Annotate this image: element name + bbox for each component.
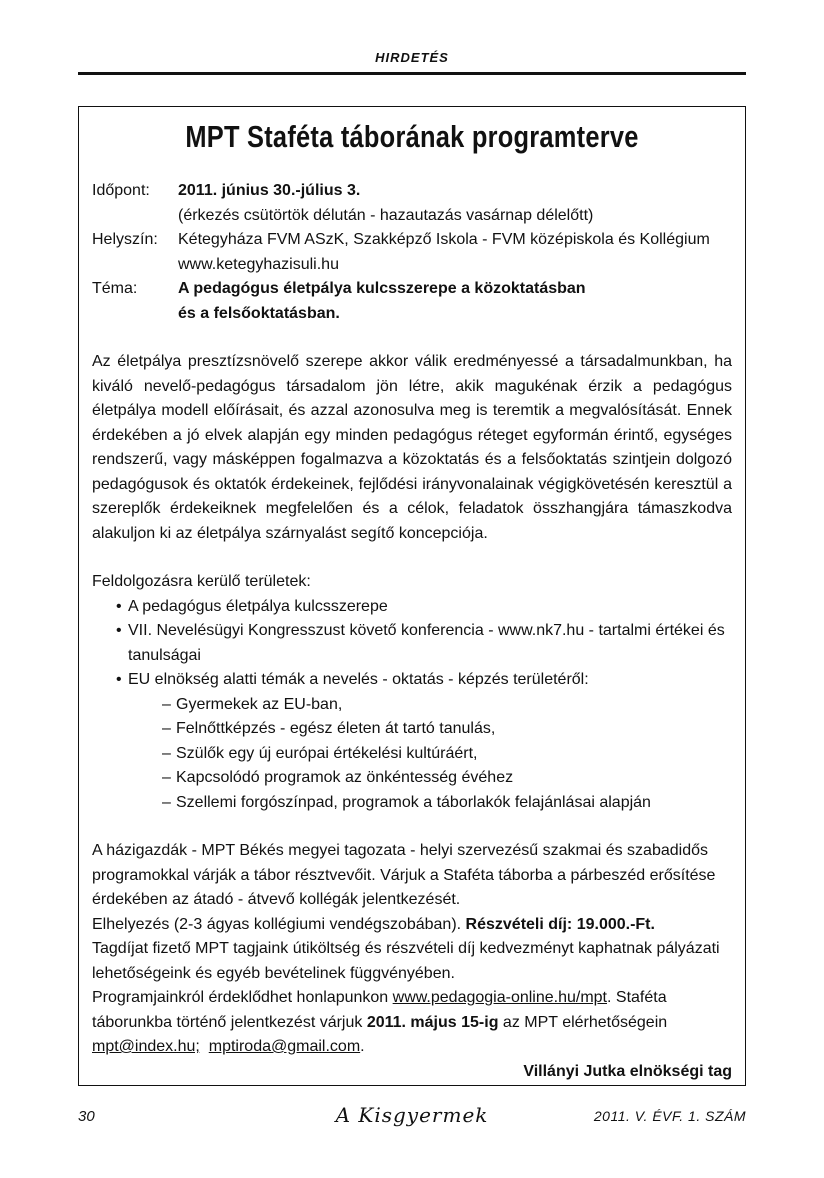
hosts-paragraph: A házigazdák - MPT Békés megyei tagozata - helyi szervezésű szakmai és szabadidős programokkal várják a tábor résztvevőit. Várjuk a Staféta táborba a párbeszéd erősítése érdekében az átadó - átvevő kollégák jelentkezését. (92, 842, 716, 908)
closing-section (92, 839, 732, 1084)
accommodation-line: Elhelyezés (2-3 ágyas kollégiumi vendégszobában). Részvételi díj: 19.000.-Ft. (92, 915, 655, 933)
participation-fee: Részvételi díj: 19.000.-Ft. (465, 915, 655, 933)
topic-row (92, 277, 732, 326)
website-link[interactable]: www.pedagogia-online.hu/mpt (392, 989, 607, 1006)
ad-title: MPT Staféta táborának programterve (185, 119, 639, 154)
date-value: 2011. június 30.-július 3. (178, 182, 361, 199)
topic-line-2: és a felsőoktatásban. (178, 304, 340, 322)
list-item: • VII. Nevelésügyi Kongresszust követő konferencia - www.nk7.hu - tartalmi értékei és tanulságai (128, 619, 732, 668)
contact-paragraph: Programjainkról érdeklődhet honlapunkon www.pedagogia-online.hu/mpt. Staféta táborunkba történő jelentkezést várjuk 2011. május 15-ig az MPT elérhetőségein mpt@index.hu; mptiroda@gmail.com. (92, 989, 668, 1055)
page-number: 30 (78, 1108, 95, 1125)
list-item: • EU elnökség alatti témák a nevelés - oktatás - képzés területéről: – Gyermekek az EU-ban, – Felnőttképzés - egész életen át tartó tanulás, – Szülők egy új európai értékelési kultúráért, – Kapcsolódó programok az önkéntesség évéhez – Szellemi forgószínpad, programok a táborlakók felajánlásai alapján (128, 668, 732, 815)
signature: Villányi Jutka elnökségi tag (523, 1062, 732, 1080)
discount-paragraph: Tagdíjat fizető MPT tagjaink útiköltség és részvételi díj kedvezményt kaphatnak pályázati lehetőségeink és egyéb bevételinek függvényében. (92, 940, 720, 982)
sublist-item: – Gyermekek az EU-ban, (176, 693, 732, 718)
location-value: Kétegyháza FVM ASzK, Szakképző Iskola - FVM középiskola és Kollégium (178, 231, 710, 248)
location-row (92, 228, 732, 277)
topics-list (92, 595, 732, 816)
location-website[interactable]: www.ketegyhazisuli.hu (178, 255, 339, 273)
deadline: 2011. május 15-ig (366, 1013, 499, 1031)
date-note: (érkezés csütörtök délután - hazautazás vasárnap délelőtt) (178, 206, 594, 224)
event-details (92, 179, 732, 326)
sublist-item: – Felnőttképzés - egész életen át tartó tanulás, (176, 717, 732, 742)
topics-section (92, 570, 732, 815)
intro-paragraph: Az életpálya presztízsnövelő szerepe akkor válik eredményessé a társadalmunkban, ha kiváló nevelő-pedagógus társadalom jön létre, akik magukénak érzik a pedagógus életpálya modell előírásait, és azzal azonosulva meg is teremtik a megvalósítását. Ennek érdekében a jó elvek alapján egy minden pedagógus réteget egyformán érintő, egységes rendszerű, vagy másképpen fogalmazva a közoktatás és a felsőoktatás szintjein dolgozó pedagógusok és oktatók érdekeinek, fejlődési irányvonalainak végigkövetésén keresztül a szereplők érdekeiknek megfelelően és a célok, feladatok összhangjára támaszkodva alakuljon ki az életpálya szárnyalást segítő koncepciója. (92, 353, 732, 542)
location-label: Helyszín: (92, 231, 158, 248)
email-link-1[interactable]: mpt@index.hu; (92, 1038, 200, 1055)
sublist-item: – Szellemi forgószínpad, programok a táborlakók felajánlásai alapján (176, 791, 732, 816)
running-head: HIRDETÉS (375, 50, 449, 65)
topic-label: Téma: (92, 280, 138, 297)
issue-info: 2011. V. ÉVF. 1. SZÁM (593, 1108, 746, 1124)
date-label: Időpont: (92, 182, 150, 199)
advertisement-box (78, 106, 746, 1086)
sublist-item: – Szülők egy új európai értékelési kultúráért, (176, 742, 732, 767)
journal-title: A Kisgyermek (335, 1103, 489, 1127)
list-item: • A pedagógus életpálya kulcsszerepe (128, 595, 732, 620)
topic-line-1: A pedagógus életpálya kulcsszerepe a közoktatásban (178, 280, 586, 297)
date-row (92, 179, 732, 228)
sublist-item: – Kapcsolódó programok az önkéntesség évéhez (176, 766, 732, 791)
email-link-2[interactable]: mptiroda@gmail.com (208, 1038, 361, 1055)
eu-topics-sublist (128, 693, 732, 816)
topics-heading: Feldolgozásra kerülő területek: (92, 573, 311, 590)
header-rule (78, 72, 746, 75)
